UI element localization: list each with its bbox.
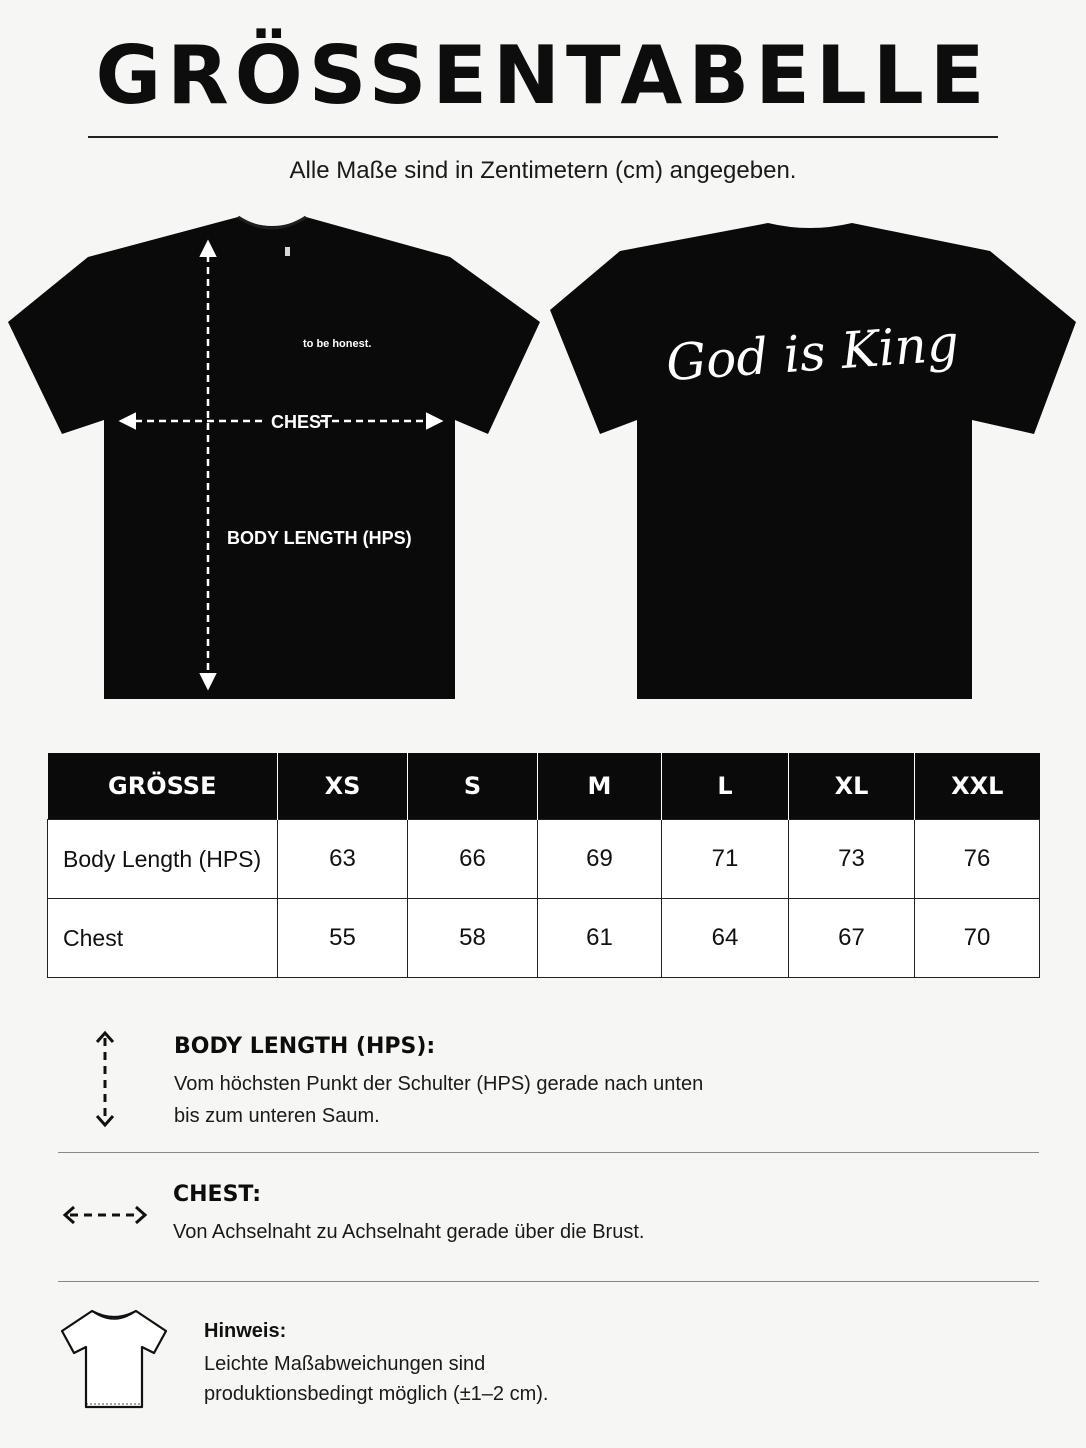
note-text-1: Leichte Maßabweichungen sind — [204, 1353, 486, 1375]
chest-label: CHEST — [271, 412, 333, 432]
table-row — [48, 820, 1040, 899]
back-print-text: God is King — [664, 313, 961, 393]
vertical-double-arrow-icon — [88, 1028, 122, 1130]
neck-tag — [285, 247, 290, 256]
table-cell: 76 — [915, 820, 1040, 899]
table-cell: 55 — [278, 899, 408, 978]
page-subtitle: Alle Maße sind in Zentimetern (cm) angegeben. — [289, 157, 797, 184]
table-cell: 61 — [538, 899, 662, 978]
header-xl: XL — [789, 753, 915, 820]
table-cell: 64 — [662, 899, 789, 978]
row-label: Chest — [48, 899, 278, 978]
header-size: GRÖSSE — [48, 753, 278, 820]
front-shirt — [8, 217, 540, 699]
header-l: L — [662, 753, 789, 820]
note-divider — [58, 1281, 1039, 1282]
legend-body-length-title: BODY LENGTH (HPS): — [174, 1034, 436, 1059]
table-cell: 66 — [408, 820, 538, 899]
note-text-2: produktionsbedingt möglich (±1–2 cm). — [204, 1383, 549, 1405]
table-cell: 63 — [278, 820, 408, 899]
legend-body-length-text-1: Vom höchsten Punkt der Schulter (HPS) gerade nach unten — [174, 1073, 704, 1095]
table-cell: 69 — [538, 820, 662, 899]
front-print-text: to be honest. — [303, 338, 372, 350]
back-shirt — [550, 223, 1076, 699]
body-length-label: BODY LENGTH (HPS) — [227, 528, 412, 548]
table-cell: 67 — [789, 899, 915, 978]
legend-chest-text: Von Achselnaht zu Achselnaht gerade über die Brust. — [173, 1221, 645, 1243]
title-divider — [88, 136, 998, 138]
shirt-illustrations — [0, 205, 1086, 705]
horizontal-double-arrow-icon — [60, 1200, 150, 1230]
legend-body-length-text-2: bis zum unteren Saum. — [174, 1105, 380, 1127]
page-title: GRÖSSENTABELLE — [95, 29, 991, 122]
table-row — [48, 899, 1040, 978]
table-header-row — [48, 753, 1040, 820]
header-xxl: XXL — [915, 753, 1040, 820]
legend-chest-title: CHEST: — [173, 1182, 262, 1207]
size-table — [47, 753, 1040, 978]
table-cell: 70 — [915, 899, 1040, 978]
header-m: M — [538, 753, 662, 820]
header-s: S — [408, 753, 538, 820]
legend-divider — [58, 1152, 1039, 1153]
tshirt-outline-icon — [58, 1305, 170, 1413]
table-cell: 58 — [408, 899, 538, 978]
header-xs: XS — [278, 753, 408, 820]
table-cell: 71 — [662, 820, 789, 899]
table-cell: 73 — [789, 820, 915, 899]
row-label: Body Length (HPS) — [48, 820, 278, 899]
note-title: Hinweis: — [204, 1320, 287, 1342]
